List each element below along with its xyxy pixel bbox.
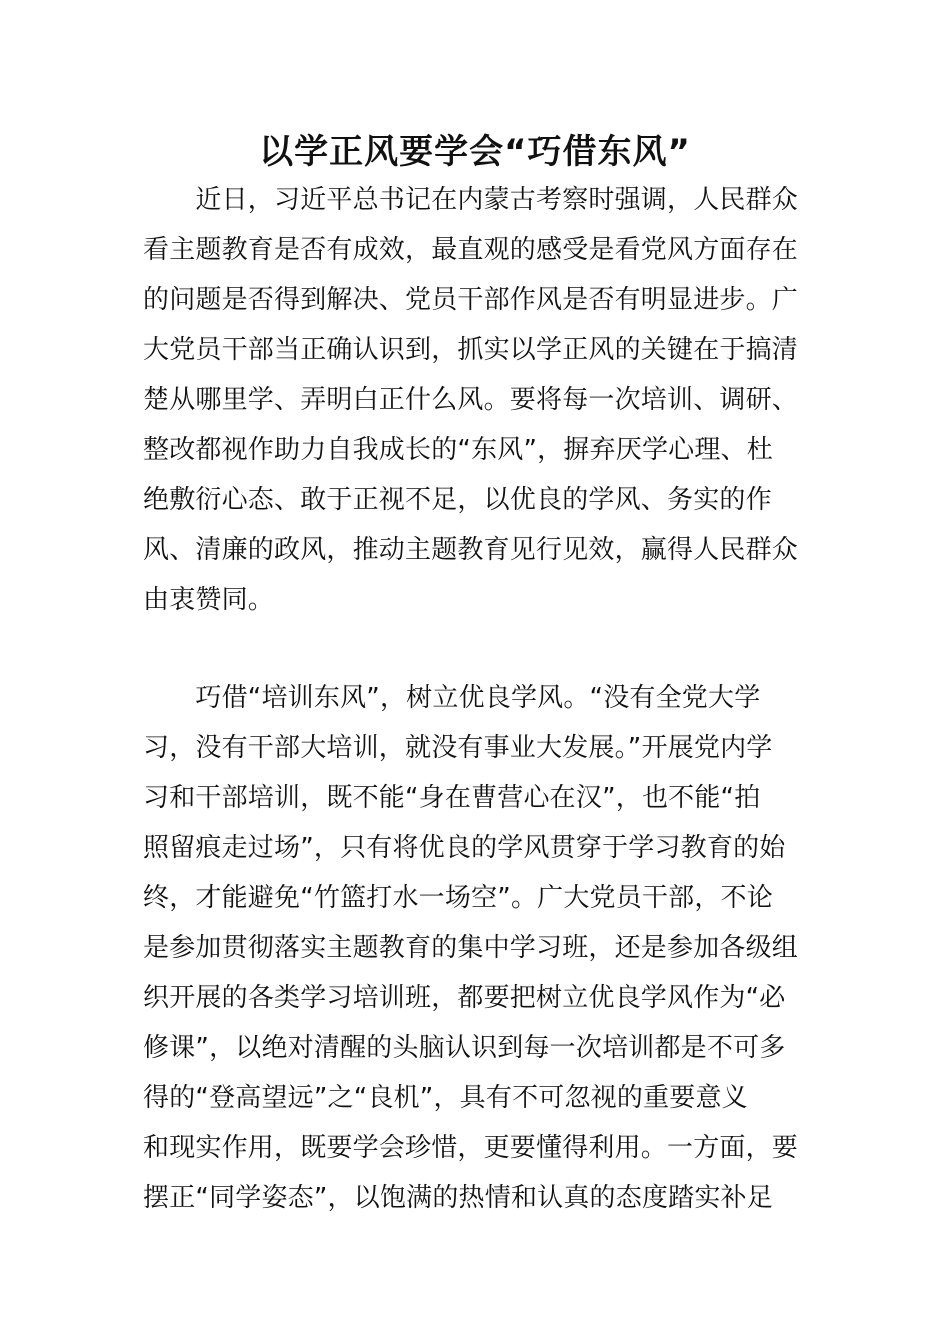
text-line: 风、清廉的政风，推动主题教育见行见效，赢得人民群众 <box>143 535 799 565</box>
text-line: 修课”，以绝对清醒的头脑认识到每一次培训都是不可多 <box>143 1033 786 1063</box>
text-line: 和现实作用，既要学会珍惜，更要懂得利用。一方面，要 <box>143 1133 799 1163</box>
text-line: 的问题是否得到解决、党员干部作风是否有明显进步。广 <box>143 285 799 315</box>
paragraph-1 <box>143 175 811 625</box>
text-line: 看主题教育是否有成效，最直观的感受是看党风方面存在 <box>143 235 799 265</box>
text-line: 由衷赞同。 <box>143 585 275 615</box>
text-line: 得的“登高望远”之“良机”，具有不可忽视的重要意义 <box>143 1083 748 1113</box>
text-line: 绝敷衍心态、敢于正视不足，以优良的学风、务实的作 <box>143 485 772 515</box>
text-line: 终，才能避免“竹篮打水一场空”。广大党员干部，不论 <box>143 883 773 913</box>
text-line: 习，没有干部大培训，就没有事业大发展。”开展党内学 <box>143 733 773 763</box>
text-line: 大党员干部当正确认识到，抓实以学正风的关键在于搞清 <box>143 335 799 365</box>
text-line: 楚从哪里学、弄明白正什么风。要将每一次培训、调研、 <box>143 385 799 415</box>
document-title: 以学正风要学会“巧借东风” <box>259 132 691 172</box>
text-line: 近日，习近平总书记在内蒙古考察时强调，人民群众 <box>143 185 799 215</box>
text-line: 巧借“培训东风”，树立优良学风。“没有全党大学 <box>143 683 761 713</box>
text-line: 习和干部培训，既不能“身在曹营心在汉”，也不能“拍 <box>143 783 761 813</box>
text-line: 摆正“同学姿态”，以饱满的热情和认真的态度踏实补足 <box>143 1183 773 1213</box>
text-line: 织开展的各类学习培训班，都要把树立优良学风作为“必 <box>143 983 786 1013</box>
text-line: 照留痕走过场”，只有将优良的学风贯穿于学习教育的始 <box>143 833 786 863</box>
text-line: 整改都视作助力自我成长的“东风”，摒弃厌学心理、杜 <box>143 435 773 465</box>
text-line: 是参加贯彻落实主题教育的集中学习班，还是参加各级组 <box>143 933 799 963</box>
paragraph-2 <box>143 673 811 1223</box>
